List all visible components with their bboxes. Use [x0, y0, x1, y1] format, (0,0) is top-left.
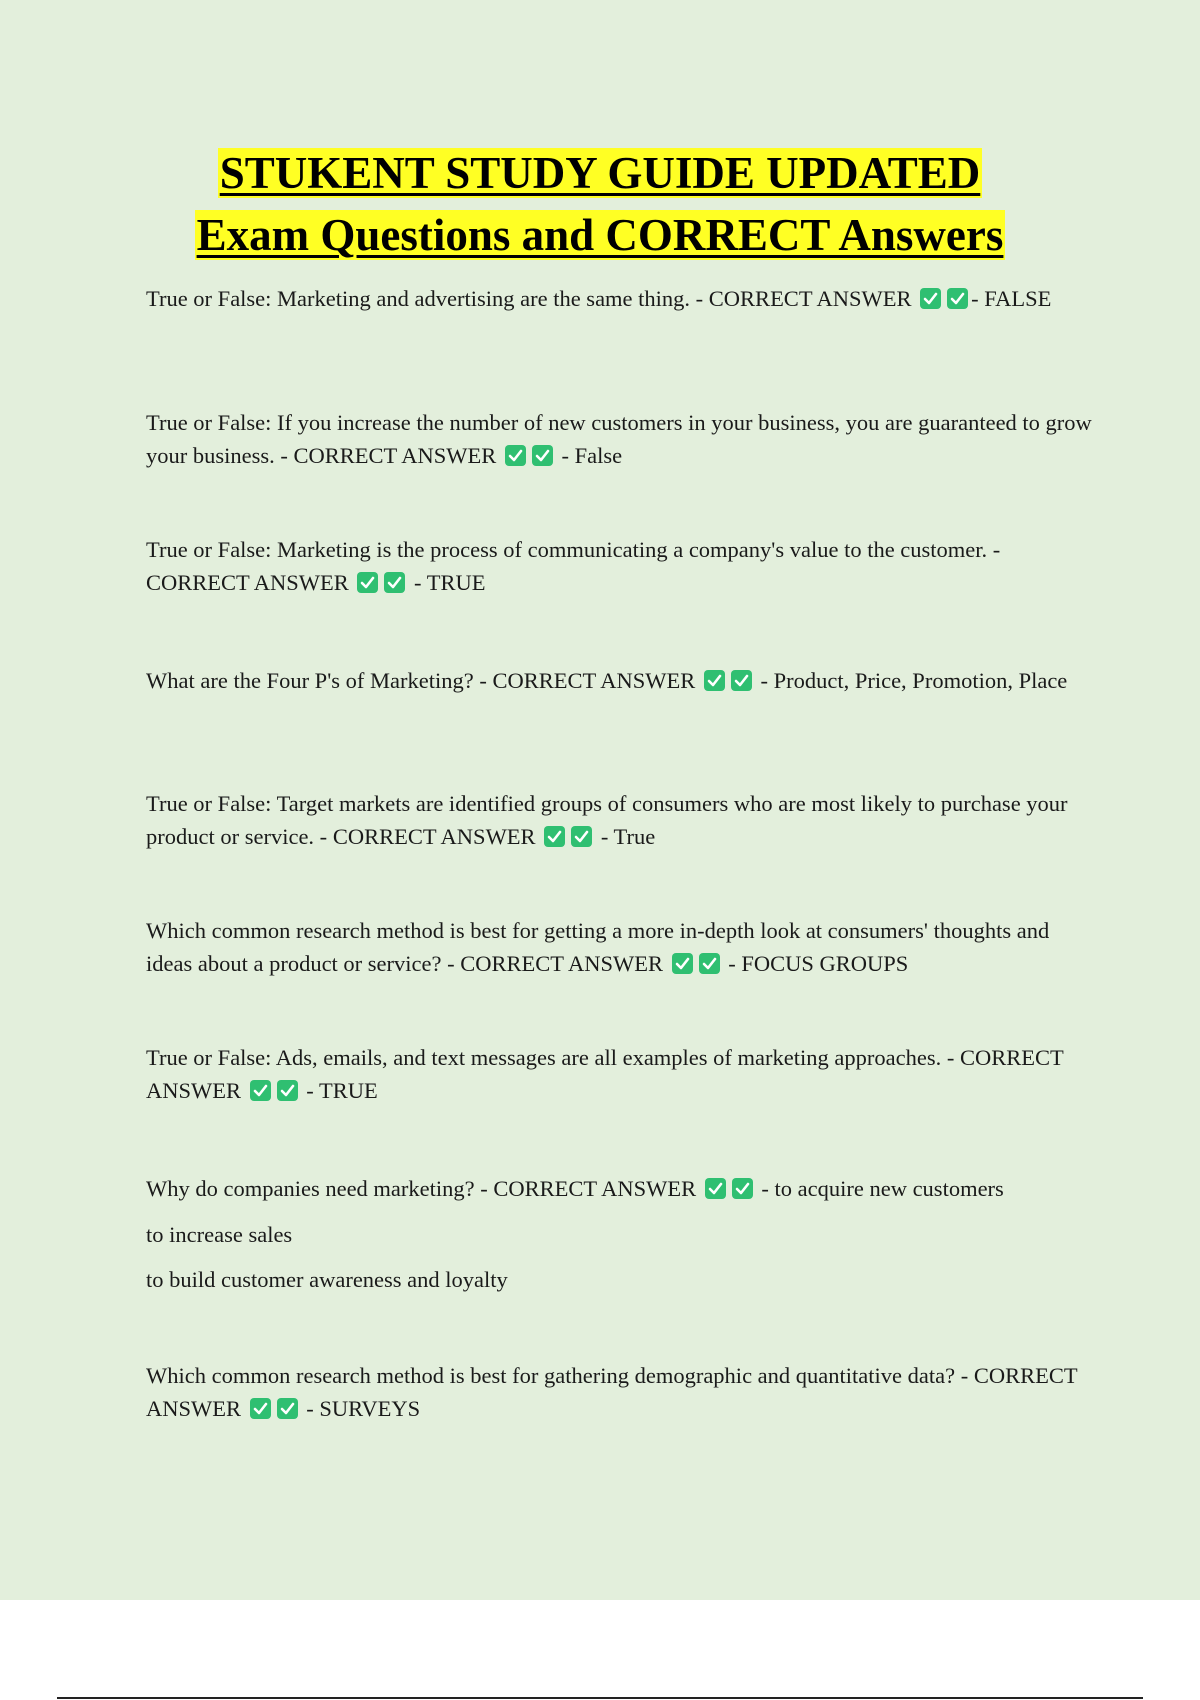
- check-icon: [384, 572, 405, 593]
- answer-text: - True: [595, 824, 656, 849]
- check-icon: [947, 288, 968, 309]
- title-line-1: STUKENT STUDY GUIDE UPDATED: [219, 148, 981, 198]
- answer-text: - TRUE: [300, 1078, 378, 1103]
- check-icon: [544, 826, 565, 847]
- qa-item-1: [146, 282, 1096, 315]
- check-icon: [277, 1080, 298, 1101]
- answer-marker: CORRECT ANSWER: [492, 668, 696, 693]
- answer-extra-line: to increase sales: [146, 1222, 293, 1247]
- qa-item-5: [146, 787, 1096, 853]
- question-text: True or False: Marketing and advertising are the same thing. -: [146, 286, 709, 311]
- check-icon: [704, 670, 725, 691]
- qa-item-3: [146, 533, 1096, 599]
- answer-extra-lines: [146, 1219, 1096, 1295]
- answer-marker: CORRECT ANSWER: [332, 824, 536, 849]
- answer-text: - FOCUS GROUPS: [722, 951, 909, 976]
- answer-marker: CORRECT ANSWER: [708, 286, 912, 311]
- qa-item-9: [146, 1359, 1096, 1425]
- check-icon: [699, 953, 720, 974]
- qa-item-6: [146, 914, 1096, 980]
- qa-item-4: [146, 664, 1096, 697]
- title-line-2: Exam Questions and CORRECT Answers: [196, 210, 1004, 260]
- answer-marker: CORRECT ANSWER: [293, 443, 497, 468]
- answer-text: - Product, Price, Promotion, Place: [754, 668, 1068, 693]
- question-text: True or False: If you increase the number of new customers in your business, you are guaranteed to grow your business. -: [146, 410, 1092, 468]
- question-text: Which common research method is best for getting a more in-depth look at consumers' thoughts and ideas about a product or service? -: [146, 918, 1050, 976]
- check-icon: [571, 826, 592, 847]
- check-icon: [250, 1080, 271, 1101]
- answer-text: - False: [555, 443, 623, 468]
- question-text: True or False: Target markets are identified groups of consumers who are most likely to purchase your product or service. -: [146, 791, 1068, 849]
- qa-item-2: [146, 406, 1096, 472]
- answer-marker: CORRECT ANSWER: [460, 951, 663, 976]
- check-icon: [357, 572, 378, 593]
- answer-text: - FALSE: [971, 286, 1052, 311]
- check-icon: [277, 1398, 298, 1419]
- check-icon: [250, 1398, 271, 1419]
- answer-text: - TRUE: [408, 570, 486, 595]
- check-icon: [731, 670, 752, 691]
- qa-item-7: [146, 1041, 1096, 1107]
- check-icon: [672, 953, 693, 974]
- check-icon: [705, 1178, 726, 1199]
- answer-marker: CORRECT ANSWER: [146, 570, 349, 595]
- check-icon: [532, 445, 553, 466]
- qa-item-8: [146, 1172, 1096, 1295]
- question-text: True or False: Marketing is the process of communicating a company's value to the customer. -: [146, 537, 1001, 562]
- answer-marker: CORRECT ANSWER: [493, 1176, 697, 1201]
- question-text: Why do companies need marketing? -: [146, 1176, 494, 1201]
- answer-text: - to acquire new customers: [755, 1176, 1004, 1201]
- question-text: True or False: Ads, emails, and text messages are all examples of marketing approaches. -: [146, 1045, 960, 1070]
- document-title: [0, 142, 1200, 266]
- answer-marker: CORRECT ANSWER: [146, 1363, 1078, 1421]
- answer-extra-line: to build customer awareness and loyalty: [146, 1267, 508, 1292]
- check-icon: [920, 288, 941, 309]
- answer-marker: CORRECT ANSWER: [146, 1045, 1064, 1103]
- check-icon: [505, 445, 526, 466]
- footer-divider: [57, 1697, 1143, 1699]
- answer-text: - SURVEYS: [300, 1396, 421, 1421]
- check-icon: [732, 1178, 753, 1199]
- question-text: What are the Four P's of Marketing? -: [146, 668, 493, 693]
- question-text: Which common research method is best for gathering demographic and quantitative data? -: [146, 1363, 974, 1388]
